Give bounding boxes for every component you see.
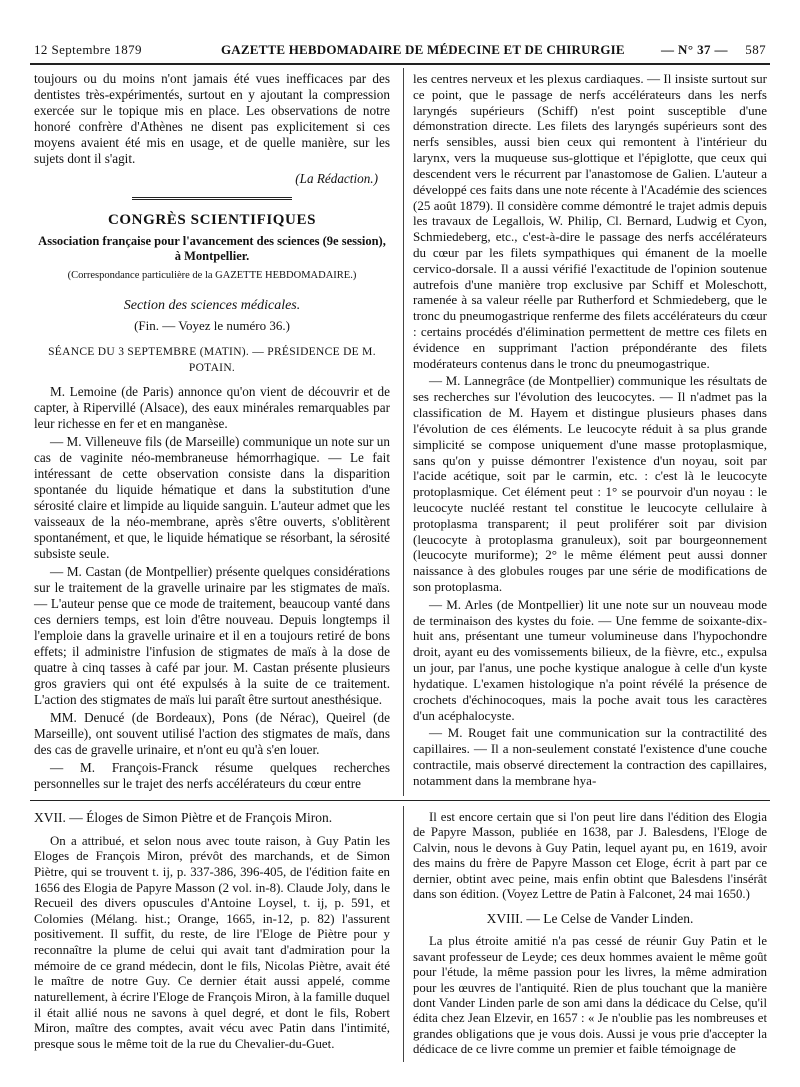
rubric-heading: XVIII. — Le Celse de Vander Linden. xyxy=(486,910,694,926)
section-separator xyxy=(132,197,292,200)
paragraph: — M. Lannegrâce (de Montpellier) communique les résultats de ses recherches sur l'évolution des leucocytes. — Il n'admet pas la classification de M. Hayem et distingue plusieurs phases dans l'évolution de ces éléments. Le leucocyte réduit à sa plus grande simplicité se compose uniquement d'une masse protoplasmique, sans qu'on y puisse démontrer l'existence d'un noyau, soit par l'acide acétique, soit par le carmin, etc. : c'est là le leucocyte protoplasmique. Cet élément peut : 1° se pourvoir d'un noyau : le leucocyte nucléé restant tel constitue le leucocyte cellulaire à protoplasma transparent; il peut proliférer soit par division (leucocyte à protoplasma granuleux), soit par bourgeonnement (leucocyte muriforme); 2° le même élément peut aussi donner naissance à des globules rouges par une série de modifications de son protoplasma. xyxy=(413,373,767,594)
paragraph: toujours ou du moins n'ont jamais été vues inefficaces par des dentistes très-expérimentés, surtout en y ajoutant la compression exercée sur le topique mis en place. Les observations de notre honoré confrère d'Athènes ne disent pas explicitement si ces moyens avaient été mis en usage, et de quelle manière, sur les sujets dont il s'agit. xyxy=(34,71,390,166)
paragraph: les centres nerveux et les plexus cardiaques. — Il insiste surtout sur ce point, que le passage de nerfs accélérateurs dans les nerfs laryngés supérieurs (Schiff) n'est point susceptible d'une démonstration directe. Les filets des laryngés supérieurs sont des nerfs sensibles, aussi bien ceux qui remontent à l'intérieur du larynx, vers la muqueuse sus-glottique et l'épiglotte, que ceux qui descendent vers le récurrent par l'anastomose de Galien. L'auteur a développé ces faits dans une note récente à l'Académie des sciences (25 août 1879). Il considère comme démontré le trajet admis depuis les travaux de Legallois, W. Philip, Cl. Bernard, Ludwig et Cyon, Schmiedeberg, etc., c'est-à-dire le passage des nerfs accélérateurs du cœur par les filets sympathiques qui émanent de la moelle cervico-dorsale. Il a aussi vérifié l'exactitude de l'opinion soutenue autrefois d'une manière trop exclusive par Schiff et Moleschott, ramenée à sa valeur réelle par Rutherford et Schmiedeberg, que le tronc du pneumogastrique renferme des filets accélérateurs du cœur : certains procédés d'élimination permettent de mettre ces filets en évidence en supprimant l'action prépondérante des filets modérateurs contenus dans le tronc du pneumogastrique. xyxy=(413,71,767,371)
continuation-note: (Fin. — Voyez le numéro 36.) xyxy=(134,318,290,333)
issue-number: — N° 37 — xyxy=(661,42,728,57)
column-right-top xyxy=(413,71,767,791)
running-head xyxy=(26,38,774,60)
paragraph: — M. Castan (de Montpellier) présente quelques considérations sur le traitement de la gravelle urinaire par les stigmates de maïs. — L'auteur pense que ce mode de traitement, beaucoup vanté dans ces derniers temps, est loin d'être nouveau. Depuis longtemps il l'emploie dans la gravelle urinaire et il en a toujours retiré de bons effets; il administre l'infusion de stigmates de maïs à la dose de quatre à cinq tasses à café par jour. M. Castan présente plusieurs gros graviers qui ont été expulsés à la suite de ce traitement. L'action des stigmates de maïs lui paraît être surtout anesthésique. xyxy=(34,564,390,707)
paragraph: La plus étroite amitié n'a pas cessé de réunir Guy Patin et le savant professeur de Leyde; ces deux hommes avaient le même goût pour l'étude, la même passion pour les livres, la même admiration pour les œuvres de l'antiquité. Rien de plus touchant que la manière dont Vander Linden parle de son ami dans la dédicace du Celse, qu'il édita chez Jean Elzevir, en 1657 : « Je n'oublie pas les nombreuses et grandes obligations que je vous dois. Aussi je vous prie d'accepter la dédicace de ce livre comme un premier et faible témoignage de xyxy=(413,934,767,1057)
paragraph: — M. Villeneuve fils (de Marseille) communique un note sur un cas de vaginite néo-membraneuse hémorrhagique. — Le fait intéressant de cette observation consiste dans la disparition spontanée du liquide hématique et dans la substitution d'une sérosité claire et limpide au liquide sanguin. L'auteur admet que les vaisseaux de la néo-membrane, après s'être ouverts, s'oblitèrent spontanément, et que, le liquide hématique se résorbant, la sérosité subsiste seule. xyxy=(34,434,390,561)
header-rule xyxy=(30,63,770,65)
paragraph: — M. Arles (de Montpellier) lit une note sur un nouveau mode de terminaison des kystes du foie. — Une femme de soixante-dix-huit ans, présentant une tumeur volumineuse dans l'hypochondre droit, ayant eu des vomissements bilieux, de la fièvre, etc., expulsa un jour, par l'anus, une poche kystique analogue à celle d'un kyste hydatique. L'examen histologique n'a point révélé la présence de crochets d'échinocoques, mais la poche avait tous les caractères d'un acéphalocyste. xyxy=(413,596,767,723)
section-heading: CONGRÈS SCIENTIFIQUES xyxy=(107,212,317,228)
column-right-bottom xyxy=(413,810,767,1060)
signature: (La Rédaction.) xyxy=(295,171,378,186)
column-divider-bottom xyxy=(403,806,404,1062)
column-left-top xyxy=(34,71,390,794)
paragraph: On a attribué, et selon nous avec toute raison, à Guy Patin les Eloges de François Miron, prévôt des marchands, et de Simon Piètre, qui se trouvent t. ij, p. 337-386, 396-405, de l'édition faite en 1656 des Elogia de Papyre Masson (2 vol. in-8). Claude Joly, dans le Recueil des divers opuscules d'Antoine Loysel, t. ij, p. 591, et Colomies (Mélang. hist.; Orange, 1665, in-12, p. 82) l'assurent positivement. Il suffit, du reste, de lire l'Eloge de Piètre pour y reconnaître la plume de celui qui avait tant d'admiration pour la mémoire de ce grand médecin, dont le fils, Nicolas Piètre, avait été le maître de notre Guy. Ce dernier était aussi appelé, comme naturellement, à écrire l'Eloge de François Miron, à la famille duquel il était allié nous ne savons à quel degré, et dont le fils, Robert Miron, maître des comptes, avait vécu avec Patin dans l'intimité, presque sous le même toit de la rue du Chevalier-du-Guet. xyxy=(34,833,390,1051)
feuilleton-rule xyxy=(30,800,770,801)
paragraph: — M. Rouget fait une communication sur la contractilité des capillaires. — Il a non-seulement constaté l'existence d'une couche contractile, mais observé directement la contraction des capillaires, notamment dans la membrane hya- xyxy=(413,725,767,788)
issue-date: 12 Septembre 1879 xyxy=(34,42,142,57)
paragraph: Il est encore certain que si l'on peut lire dans l'édition des Elogia de Papyre Masson, publiée en 1638, par J. Balesdens, l'Eloge de Calvin, nous le devons à Guy Patin, lequel ayant pu, en 1619, avoir des mains du frère de Papyre Masson cet Eloge, écrit à part par ce dernier, obtint avec peine, mais enfin obtint que Balesdens l'insérât dans son édition. (Voyez Lettre de Patin à Falconet, 24 mai 1650.) xyxy=(413,810,767,902)
journal-title: GAZETTE HEBDOMADAIRE DE MÉDECINE ET DE CHIRURGIE xyxy=(221,42,625,57)
session-heading: SÉANCE DU 3 SEPTEMBRE (MATIN). — PRÉSIDENCE DE M. POTAIN. xyxy=(48,346,376,374)
association-heading: Association française pour l'avancement des sciences (9e session), à Montpellier. xyxy=(38,234,386,263)
subsection-title: Section des sciences médicales. xyxy=(123,298,301,313)
correspondence-note: (Correspondance particulière de la GAZETTE HEBDOMADAIRE.) xyxy=(67,270,357,281)
paragraph: — M. François-Franck résume quelques recherches personnelles sur le trajet des nerfs accélérateurs du cœur entre xyxy=(34,760,390,791)
paragraph: M. Lemoine (de Paris) annonce qu'on vient de découvrir et de capter, à Ripervillé (Alsace), des eaux minérales remarquables par leur richesse en fer et en manganèse. xyxy=(34,384,390,431)
rubric-heading: XVII. — Éloges de Simon Piètre et de François Miron. xyxy=(34,810,333,825)
column-left-bottom xyxy=(34,810,390,1055)
paragraph: MM. Denucé (de Bordeaux), Pons (de Nérac), Queirel (de Marseille), ont souvent utilisé l'action des stigmates de maïs, dans des cas de gravelle urinaire, et n'ont eu qu'à s'en louer. xyxy=(34,710,390,757)
page-number: 587 xyxy=(745,42,766,57)
column-divider-top xyxy=(403,68,404,796)
